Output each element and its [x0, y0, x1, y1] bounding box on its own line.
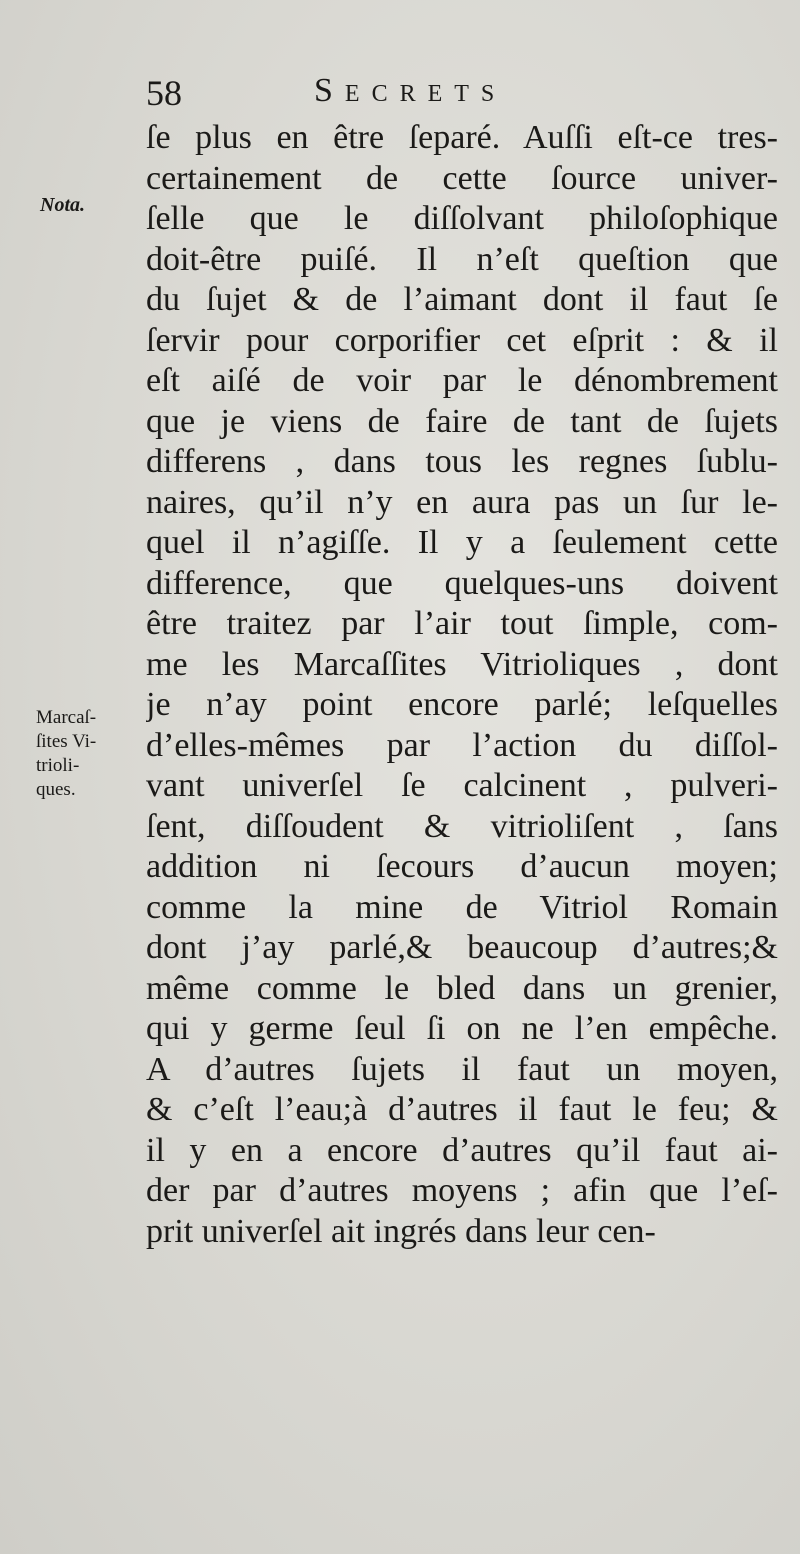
- text-line: difference, que quelques-uns doivent: [146, 564, 778, 602]
- body-text: [146, 118, 778, 1252]
- text-line: ſelle que le diſſolvant philoſophique: [146, 200, 778, 237]
- text-line: ſe plus en être ſeparé. Auſſi eſt-ce tres-: [146, 119, 778, 156]
- text-line: A d’autres ſujets il faut un moyen,: [146, 1050, 778, 1088]
- text-line: ſent, diſſoudent & vitrioliſent , ſans: [146, 807, 778, 845]
- page-number: 58: [146, 73, 182, 113]
- margin-note-line: Marcaſ-: [36, 707, 97, 728]
- text-line: je n’ay point encore parlé; leſquelles: [146, 686, 778, 723]
- text-line: doit-être puiſé. Il n’eſt queſtion que: [146, 240, 778, 278]
- text-line: ſervir pour corporifier cet eſprit : & il: [146, 321, 778, 359]
- running-title: Secrets: [314, 72, 507, 109]
- margin-note-marcassites: [36, 706, 96, 802]
- text-line: quel il n’agiſſe. Il y a ſeulement cette: [146, 524, 778, 561]
- text-line: même comme le bled dans un grenier,: [146, 969, 778, 1007]
- text-line: qui y germe ſeul ſi on ne l’en empêche.: [146, 1010, 778, 1047]
- text-line: naires, qu’il n’y en aura pas un ſur le-: [146, 483, 778, 521]
- text-line: il y en a encore d’autres qu’il faut ai-: [146, 1131, 778, 1169]
- text-line: du ſujet & de l’aimant dont il faut ſe: [146, 281, 778, 318]
- text-line: que je viens de faire de tant de ſujets: [146, 402, 778, 440]
- page-header: [146, 72, 766, 122]
- margin-note-nota: Nota.: [40, 194, 85, 216]
- text-line: comme la mine de Vitriol Romain: [146, 888, 778, 926]
- text-line: der par d’autres moyens ; afin que l’eſ-: [146, 1172, 778, 1209]
- text-line: me les Marcaſſites Vitrioliques , dont: [146, 645, 778, 683]
- margin-note-line: ques.: [36, 779, 76, 800]
- text-line: eſt aiſé de voir par le dénombrement: [146, 362, 778, 399]
- text-line: d’elles-mêmes par l’action du diſſol-: [146, 726, 778, 764]
- margin-note-line: trioli-: [36, 755, 80, 776]
- margin-note-line: ſites Vi-: [36, 731, 97, 752]
- text-line: dont j’ay parlé,& beaucoup d’autres;&: [146, 929, 778, 966]
- text-line: differens , dans tous les regnes ſublu-: [146, 443, 778, 480]
- text-line: certainement de cette ſource univer-: [146, 159, 778, 197]
- text-line: vant univerſel ſe calcinent , pulveri-: [146, 767, 778, 804]
- text-line: être traitez par l’air tout ſimple, com-: [146, 605, 778, 642]
- text-line: addition ni ſecours d’aucun moyen;: [146, 848, 778, 885]
- text-line: & c’eſt l’eau;à d’autres il faut le feu; &: [146, 1091, 778, 1128]
- text-line: prit univerſel ait ingrés dans leur cen-: [146, 1212, 656, 1250]
